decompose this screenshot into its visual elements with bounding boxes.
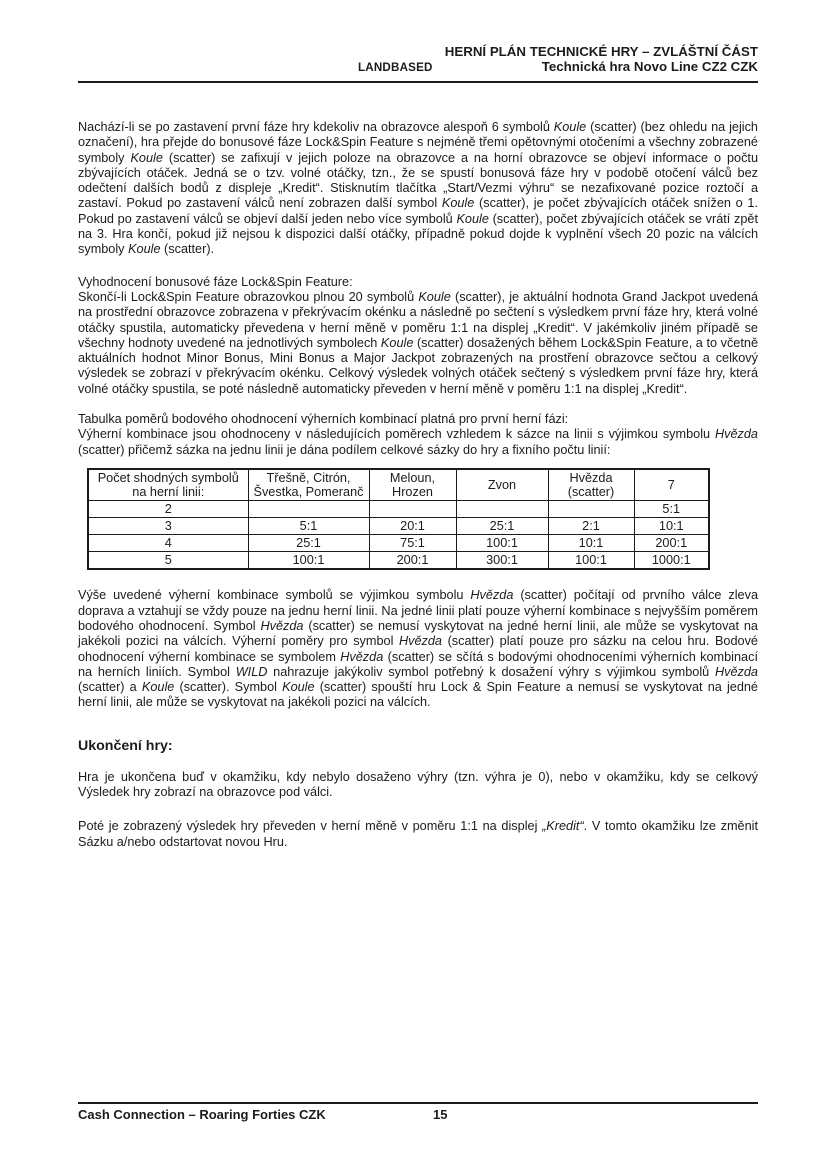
table-cell: 2 (88, 501, 248, 518)
table-cell: 10:1 (634, 518, 709, 535)
header-landbased-label: LANDBASED (358, 61, 433, 74)
table-cell: 10:1 (548, 535, 634, 552)
table-row (88, 535, 709, 552)
end-of-game-heading: Ukončení hry: (78, 737, 173, 754)
table-cell: 2:1 (548, 518, 634, 535)
table-cell: 25:1 (248, 535, 369, 552)
table-header-cell: Hvězda (scatter) (548, 469, 634, 501)
table-cell (369, 501, 456, 518)
table-row (88, 552, 709, 570)
table-cell: 25:1 (456, 518, 548, 535)
table-cell (548, 501, 634, 518)
footer-page-number: 15 (433, 1107, 448, 1122)
table-header-row (88, 469, 709, 501)
table-cell: 4 (88, 535, 248, 552)
evaluation-label: Vyhodnocení bonusové fáze Lock&Spin Feature: (78, 274, 353, 289)
table-cell: 100:1 (548, 552, 634, 570)
table-cell: 5:1 (248, 518, 369, 535)
table-header-cell: Třešně, Citrón, Švestka, Pomeranč (248, 469, 369, 501)
table-cell: 300:1 (456, 552, 548, 570)
table-cell (248, 501, 369, 518)
table-header-cell: Počet shodných symbolů na herní linii: (88, 469, 248, 501)
header-line2 (78, 59, 758, 74)
paragraph-end-1: Hra je ukončena buď v okamžiku, kdy nebylo dosaženo výhry (tzn. výhra je 0), nebo v okamžiku, kdy se celkový Výsledek hry zobrazí na obrazovce pod válci. (78, 769, 758, 800)
table-cell: 1000:1 (634, 552, 709, 570)
table-cell: 100:1 (248, 552, 369, 570)
table-intro-line2: Výherní kombinace jsou ohodnoceny v následujících poměrech vzhledem k sázce na linii s výjimkou symbolu Hvězda (scatter) přičemž sázka na jednu linii je dána podílem celkové sázky do hry a fixního počtu linií: (78, 427, 758, 457)
paragraph-evaluation: Skončí-li Lock&Spin Feature obrazovkou plnou 20 symbolů Koule (scatter), je aktuální hodnota Grand Jackpot uvedená na prostřední obrazovce zobrazena v překrývacím okénku a následně po sečtení s výsledkem první fáze hry, která volné otáčky spustila, automaticky převedena v herní měně v poměru 1:1 na displej „Kredit“. V jakémkoliv jiném případě se všechny hodnoty uvedené na jednotlivých symbolech Koule (scatter) dosažených během Lock&Spin Feature, a to včetně aktuálních hodnot Minor Bonus, Mini Bonus a Major Jackpot zobrazených na prostření obrazovce sečtou a celkový výsledek se zobrazí v překrývacím okénku. Celkový výsledek volných otáček sečtený s výsledkem první fáze hry, která volné otáčky spustila, se poté následně automaticky převeden v herní měně v poměru 1:1 na displej „Kredit“. (78, 289, 758, 396)
header-title-line1: HERNÍ PLÁN TECHNICKÉ HRY – ZVLÁŠTNÍ ČÁST (444, 44, 758, 59)
table-cell: 5 (88, 552, 248, 570)
page-footer (78, 1102, 758, 1122)
table-cell: 20:1 (369, 518, 456, 535)
header-rule (78, 81, 758, 83)
paragraph-combinations: Výše uvedené výherní kombinace symbolů se výjimkou symbolu Hvězda (scatter) počítají od prvního válce zleva doprava a vztahují se vždy pouze na jednu herní linii. Na jedné linii platí pouze výherní kombinace s nejvyšším poměrem bodového ohodnocení. Symbol Hvězda (scatter) se nemusí vyskytovat na jedné herní linii, ale může se vyskytovat na jakékoli pozici na válcích. Výherní poměry pro symbol Hvězda (scatter) platí pouze pro sázku na celou hru. Bodové ohodnocení výherní kombinace se symbolem Hvězda (scatter) se sčítá s bodovými ohodnoceními výherních kombinací na herních liniích. Symbol WILD nahrazuje jakýkoliv symbol potřebný k dosažení výhry s výjimkou symbolů Hvězda (scatter) a Koule (scatter). Symbol Koule (scatter) spouští hru Lock & Spin Feature a nemusí se vyskytovat na jedné herní linii, ale může se vyskytovat na jakékoli pozici na válcích. (78, 588, 758, 710)
table-cell: 75:1 (369, 535, 456, 552)
table-header-cell: Zvon (456, 469, 548, 501)
table-cell: 100:1 (456, 535, 548, 552)
table-intro-line1: Tabulka poměrů bodového ohodnocení výherních kombinací platná pro první herní fázi: (78, 412, 569, 427)
table-cell: 200:1 (634, 535, 709, 552)
footer-row (78, 1104, 758, 1122)
table-header-cell: 7 (634, 469, 709, 501)
table-row (88, 501, 709, 518)
payout-table (87, 468, 710, 570)
paragraph-bonus-phase: Nachází-li se po zastavení první fáze hry kdekoliv na obrazovce alespoň 6 symbolů Koule (scatter) (bez ohledu na jejich označení), hra přejde do bonusové fáze Lock&Spin Feature s nejméně třemi opětovnými otočeními a všechny zobrazené symboly Koule (scatter) se zafixují v jejich poloze na obrazovce a na horní obrazovce se objeví informace o počtu zbývajících otáček. Jedná se o tzv. volné otáčky, tzn., že se spustí bonusová fáze hry v podobě otočení válců bez odečtení dalších bodů z displeje „Kredit“. Stisknutím tlačítka „Start/Vezmi výhru“ se nezafixované pozice roztočí a zastaví. Pokud po zastavení válců není zobrazen další symbol Koule (scatter), je počet zbývajících otáček snížen o 1. Pokud po zastavení válců se objeví další jeden nebo více symbolů Koule (scatter), počet zbývajících otáček se vrátí zpět na 3. Hra končí, pokud již nejsou k dispozici další otáčky, případně pokud dojde k vyplnění všech 20 pozic na válcích symboly Koule (scatter). (78, 120, 759, 257)
table-cell: 5:1 (634, 501, 709, 518)
document-body (78, 120, 758, 850)
table-cell (456, 501, 548, 518)
table-row (88, 518, 709, 535)
table-cell: 3 (88, 518, 248, 535)
table-header-cell: Meloun, Hrozen (369, 469, 456, 501)
paragraph-end-2: Poté je zobrazený výsledek hry převeden v herní měně v poměru 1:1 na displej „Kredit“. V tomto okamžiku lze změnit Sázku a/nebo odstartovat novou Hru. (78, 819, 758, 849)
table-cell: 200:1 (369, 552, 456, 570)
header-title-line2: Technická hra Novo Line CZ2 CZK (541, 59, 758, 74)
footer-document-title: Cash Connection – Roaring Forties CZK (78, 1107, 326, 1122)
page-header (78, 44, 758, 74)
